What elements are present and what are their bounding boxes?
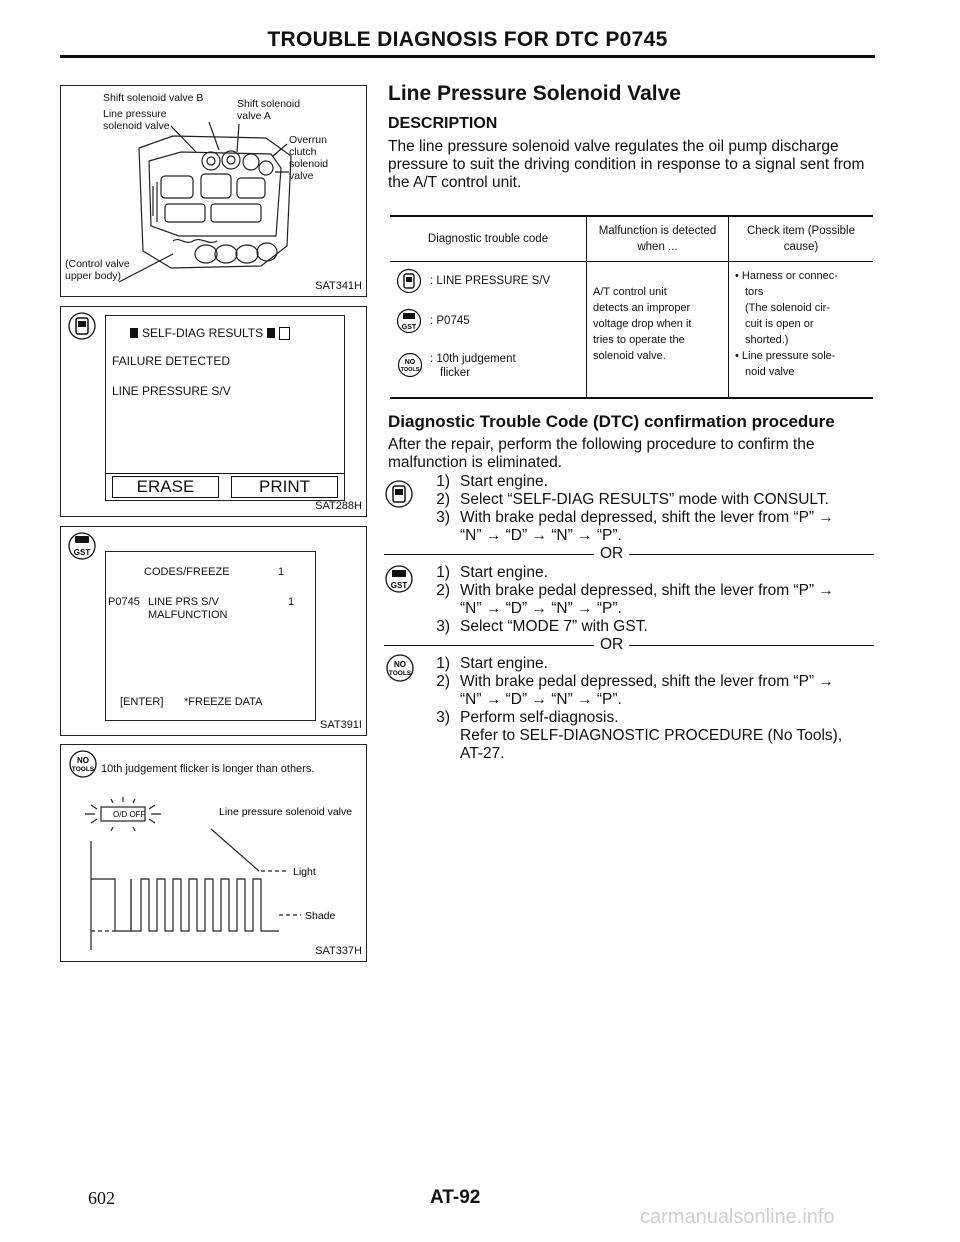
valve-body-illustration xyxy=(61,86,366,296)
tools-text: TOOLS xyxy=(71,766,95,773)
soft-button-row xyxy=(106,473,344,500)
lps-valve-label: Line pressure solenoid valve xyxy=(219,806,353,818)
step-text: Select “SELF-DIAG RESULTS” mode with CONSULT. xyxy=(460,491,829,508)
step-number: 1) xyxy=(436,564,450,581)
or-divider xyxy=(384,637,874,653)
dtc-gst-value: : P0745 xyxy=(430,315,470,327)
check-line: (The solenoid cir- xyxy=(745,302,830,314)
label-overrun-3: solenoid xyxy=(289,158,329,170)
divider-line xyxy=(384,645,594,646)
screen-title xyxy=(130,326,290,340)
gst-icon xyxy=(67,531,97,561)
malfunction-line: voltage drop when it xyxy=(593,318,692,330)
gst-icon-text: GST xyxy=(390,581,408,590)
label-control-valve-2: upper body) xyxy=(65,270,122,282)
colon: : xyxy=(430,353,437,365)
step-text: With brake pedal depressed, shift the lever from “P” → xyxy=(460,673,834,690)
dtc-desc-1: LINE PRS S/V xyxy=(148,596,219,608)
label-shift-solenoid-a-2: valve A xyxy=(237,110,271,122)
malfunction-line: detects an improper xyxy=(593,302,691,314)
open-square-icon xyxy=(279,327,290,340)
malfunction-line: tries to operate the xyxy=(593,334,685,346)
divider-line xyxy=(629,554,874,555)
figure-code: SAT341H xyxy=(315,280,362,292)
header-check-item: Check item (Possible cause) xyxy=(728,217,873,261)
dtc-gst-code: P0745 xyxy=(436,315,470,327)
label-overrun-2: clutch xyxy=(289,146,317,158)
dtc-count: 1 xyxy=(288,596,295,608)
label-control-valve-1: (Control valve xyxy=(65,258,130,270)
page-title: TROUBLE DIAGNOSIS FOR DTC P0745 xyxy=(267,28,668,51)
step-number: 2) xyxy=(436,673,450,690)
step-number: 2) xyxy=(436,491,450,508)
no-text: NO xyxy=(404,359,416,366)
cell-check-item xyxy=(728,262,873,397)
step-text: Select “MODE 7” with GST. xyxy=(460,618,648,635)
consult-icon xyxy=(396,268,422,294)
header-malfunction: Malfunction is detected when ... xyxy=(586,217,728,261)
label-line-pressure-2: solenoid valve xyxy=(103,120,170,132)
dtc-notools-value xyxy=(430,352,516,380)
figure-consult-screen xyxy=(60,306,367,517)
step-text: Start engine. xyxy=(460,564,548,581)
cell-dtc xyxy=(390,262,586,397)
flicker-caption: 10th judgement flicker is longer than others. xyxy=(101,763,315,775)
gst-icon-text: GST xyxy=(73,548,91,557)
figure-code: SAT288H xyxy=(315,500,362,512)
erase-button[interactable]: ERASE xyxy=(112,476,219,498)
step-text: With brake pedal depressed, shift the lever from “P” → xyxy=(460,582,834,599)
cell-malfunction xyxy=(586,262,728,397)
figure-code: SAT391I xyxy=(320,719,362,731)
label-line-pressure-1: Line pressure xyxy=(103,108,167,120)
figure-valve-body xyxy=(60,85,367,297)
dtc-consult-name: LINE PRESSURE S/V xyxy=(436,275,551,287)
step-text: “N” → “D” → “N” → “P”. xyxy=(460,600,622,617)
watermark: carmanualsonline.info xyxy=(640,1206,835,1228)
step-number: 3) xyxy=(436,509,450,526)
consult-display xyxy=(105,315,345,501)
consult-icon xyxy=(384,476,414,512)
step-number: 1) xyxy=(436,473,450,490)
check-line: • Line pressure sole- xyxy=(735,350,836,362)
label-shift-solenoid-b: Shift solenoid valve B xyxy=(103,92,204,104)
label-overrun-1: Overrun xyxy=(289,134,327,146)
step-text: AT-27. xyxy=(460,745,505,762)
label-overrun-4: valve xyxy=(289,170,314,182)
page-code: AT-92 xyxy=(430,1187,481,1208)
header-rule xyxy=(60,55,875,58)
dtc-notools-1: 10th judgement xyxy=(436,353,516,365)
figure-code: SAT337H xyxy=(315,945,362,957)
step-text: “N” → “D” → “N” → “P”. xyxy=(460,691,622,708)
no-text: NO xyxy=(77,756,89,765)
dtc-desc-2: MALFUNCTION xyxy=(148,609,228,621)
step-text: Start engine. xyxy=(460,473,548,490)
freeze-data-text: *FREEZE DATA xyxy=(184,696,263,708)
table-header xyxy=(390,217,873,262)
divider-line xyxy=(384,554,594,555)
od-off-text: O/D OFF xyxy=(113,810,146,819)
gst-icon xyxy=(384,563,414,595)
light-label: Light xyxy=(293,866,316,878)
failure-detected-text: FAILURE DETECTED xyxy=(112,354,231,368)
check-line: noid valve xyxy=(745,366,795,378)
shade-label: Shade xyxy=(305,910,336,922)
print-button[interactable]: PRINT xyxy=(231,476,338,498)
step-text: “N” → “D” → “N” → “P”. xyxy=(460,527,622,544)
dtc-code-text: P0745 xyxy=(108,596,140,608)
gst-icon xyxy=(396,308,422,334)
header-dtc: Diagnostic trouble code xyxy=(427,233,549,245)
or-text: OR xyxy=(600,636,624,653)
step-number: 1) xyxy=(436,655,450,672)
step-number: 3) xyxy=(436,709,450,726)
flicker-diagram xyxy=(61,745,366,961)
description-text: The line pressure solenoid valve regulates the oil pump discharge pressure to suit the driving condition in response to a signal sent from the A/T control unit. xyxy=(388,138,865,191)
dtc-table xyxy=(390,215,873,399)
label-shift-solenoid-a-1: Shift solenoid xyxy=(237,98,301,110)
black-square-icon xyxy=(267,328,275,338)
dtc-consult-value: : LINE PRESSURE S/V xyxy=(430,275,551,287)
black-square-icon xyxy=(130,328,138,338)
description-heading: DESCRIPTION xyxy=(388,115,498,132)
tools-text: TOOLS xyxy=(388,670,412,677)
check-line: cuit is open or xyxy=(745,318,814,330)
figure-flicker-timing xyxy=(60,744,367,962)
section-title: Line Pressure Solenoid Valve xyxy=(388,82,681,105)
step-text: With brake pedal depressed, shift the lever from “P” → xyxy=(460,509,834,526)
step-text: Perform self-diagnosis. xyxy=(460,709,619,726)
procedure-intro: After the repair, perform the following procedure to confirm the malfunction is eliminated. xyxy=(388,436,815,471)
procedure-heading: Diagnostic Trouble Code (DTC) confirmation procedure xyxy=(388,412,835,431)
codes-count: 1 xyxy=(278,566,285,578)
self-diag-title: SELF-DIAG RESULTS xyxy=(142,326,264,340)
check-line: • Harness or connec- xyxy=(735,270,838,282)
figure-gst-screen xyxy=(60,526,367,736)
tools-text: TOOLS xyxy=(400,367,420,373)
step-number: 2) xyxy=(436,582,450,599)
check-line: shorted.) xyxy=(745,334,789,346)
check-line: tors xyxy=(745,286,764,298)
page-number: 602 xyxy=(88,1188,115,1208)
or-text: OR xyxy=(600,545,624,562)
codes-freeze-text: CODES/FREEZE xyxy=(144,566,230,578)
divider-line xyxy=(629,645,874,646)
no-tools-icon xyxy=(396,352,424,378)
dtc-notools-2: flicker xyxy=(440,367,471,379)
no-tools-icon xyxy=(384,653,416,683)
malfunction-line: A/T control unit xyxy=(593,286,667,298)
no-text: NO xyxy=(394,660,406,669)
gst-icon-text: GST xyxy=(401,324,417,331)
consult-icon xyxy=(67,311,97,341)
enter-key-text: [ENTER] xyxy=(120,696,164,708)
or-divider xyxy=(384,546,874,562)
table-row xyxy=(390,262,873,397)
malfunction-line: solenoid valve. xyxy=(593,350,666,362)
step-number: 3) xyxy=(436,618,450,635)
line-pressure-text: LINE PRESSURE S/V xyxy=(112,384,231,398)
step-text: Refer to SELF-DIAGNOSTIC PROCEDURE (No Tools), xyxy=(460,727,843,744)
step-text: Start engine. xyxy=(460,655,548,672)
gst-display xyxy=(105,551,316,721)
